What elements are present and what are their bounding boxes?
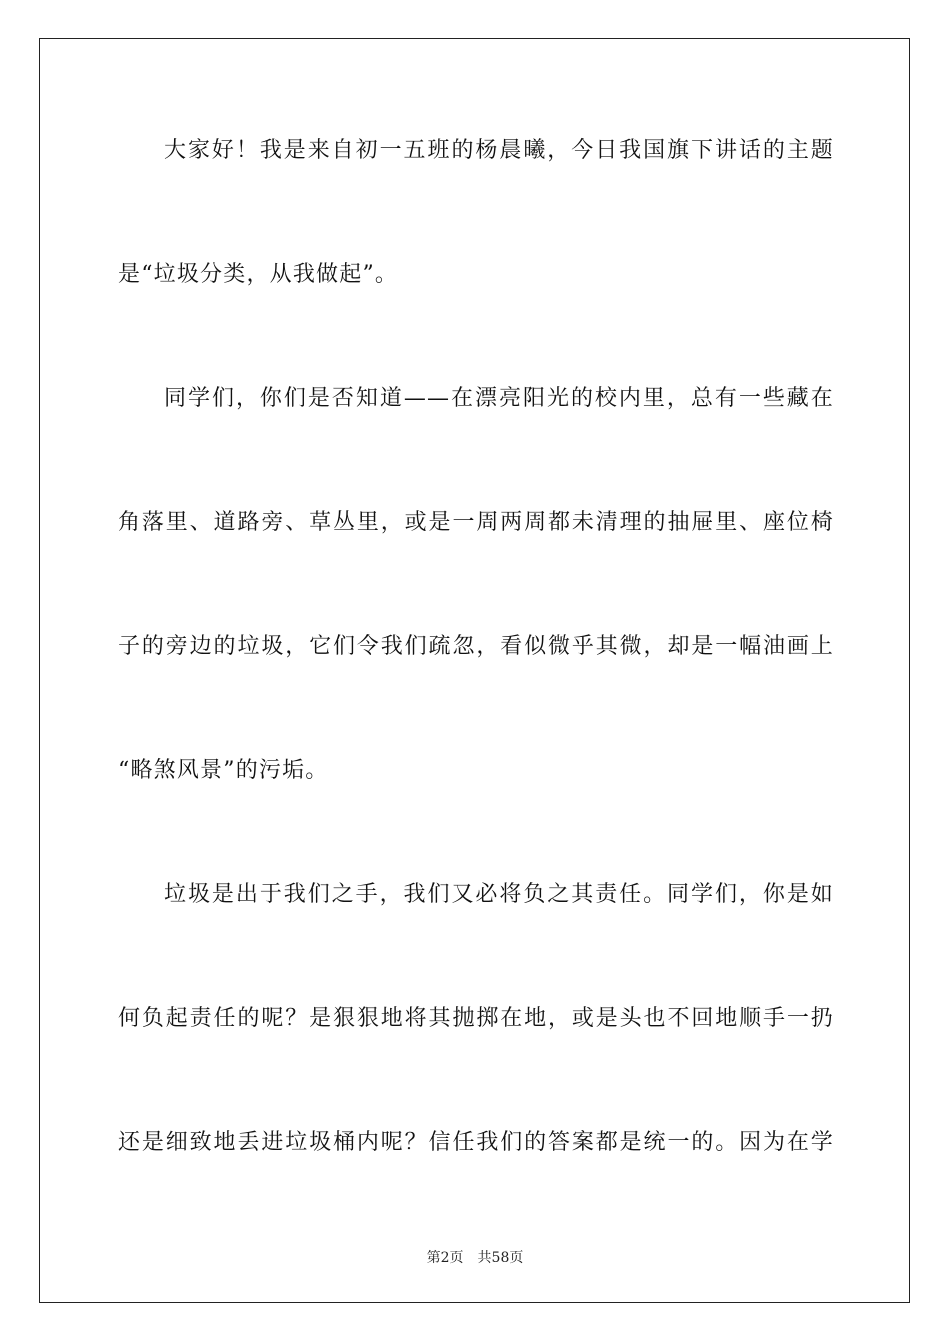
text-line: 大家好！我是来自初一五班的杨晨曦，今日我国旗下讲话的主题 — [164, 138, 834, 163]
text-line: 同学们，你们是否知道——在漂亮阳光的校内里，总有一些藏在 — [164, 386, 834, 411]
page-number: 第2页 — [426, 1250, 464, 1266]
page-border — [39, 38, 910, 1303]
text-line: 是“垃圾分类，从我做起”。 — [118, 262, 399, 287]
page-total: 共58页 — [477, 1250, 524, 1266]
text-line: 角落里、道路旁、草丛里，或是一周两周都未清理的抽屉里、座位椅 — [118, 510, 834, 535]
page-footer — [0, 1249, 950, 1267]
text-line: “略煞风景”的污垢。 — [118, 758, 329, 783]
text-line: 还是细致地丢进垃圾桶内呢？信任我们的答案都是统一的。因为在学 — [118, 1130, 834, 1155]
text-line: 子的旁边的垃圾，它们令我们疏忽，看似微乎其微，却是一幅油画上 — [118, 634, 834, 659]
text-line: 何负起责任的呢？是狠狠地将其抛掷在地，或是头也不回地顺手一扔 — [118, 1006, 834, 1031]
text-line: 垃圾是出于我们之手，我们又必将负之其责任。同学们，你是如 — [164, 882, 834, 907]
